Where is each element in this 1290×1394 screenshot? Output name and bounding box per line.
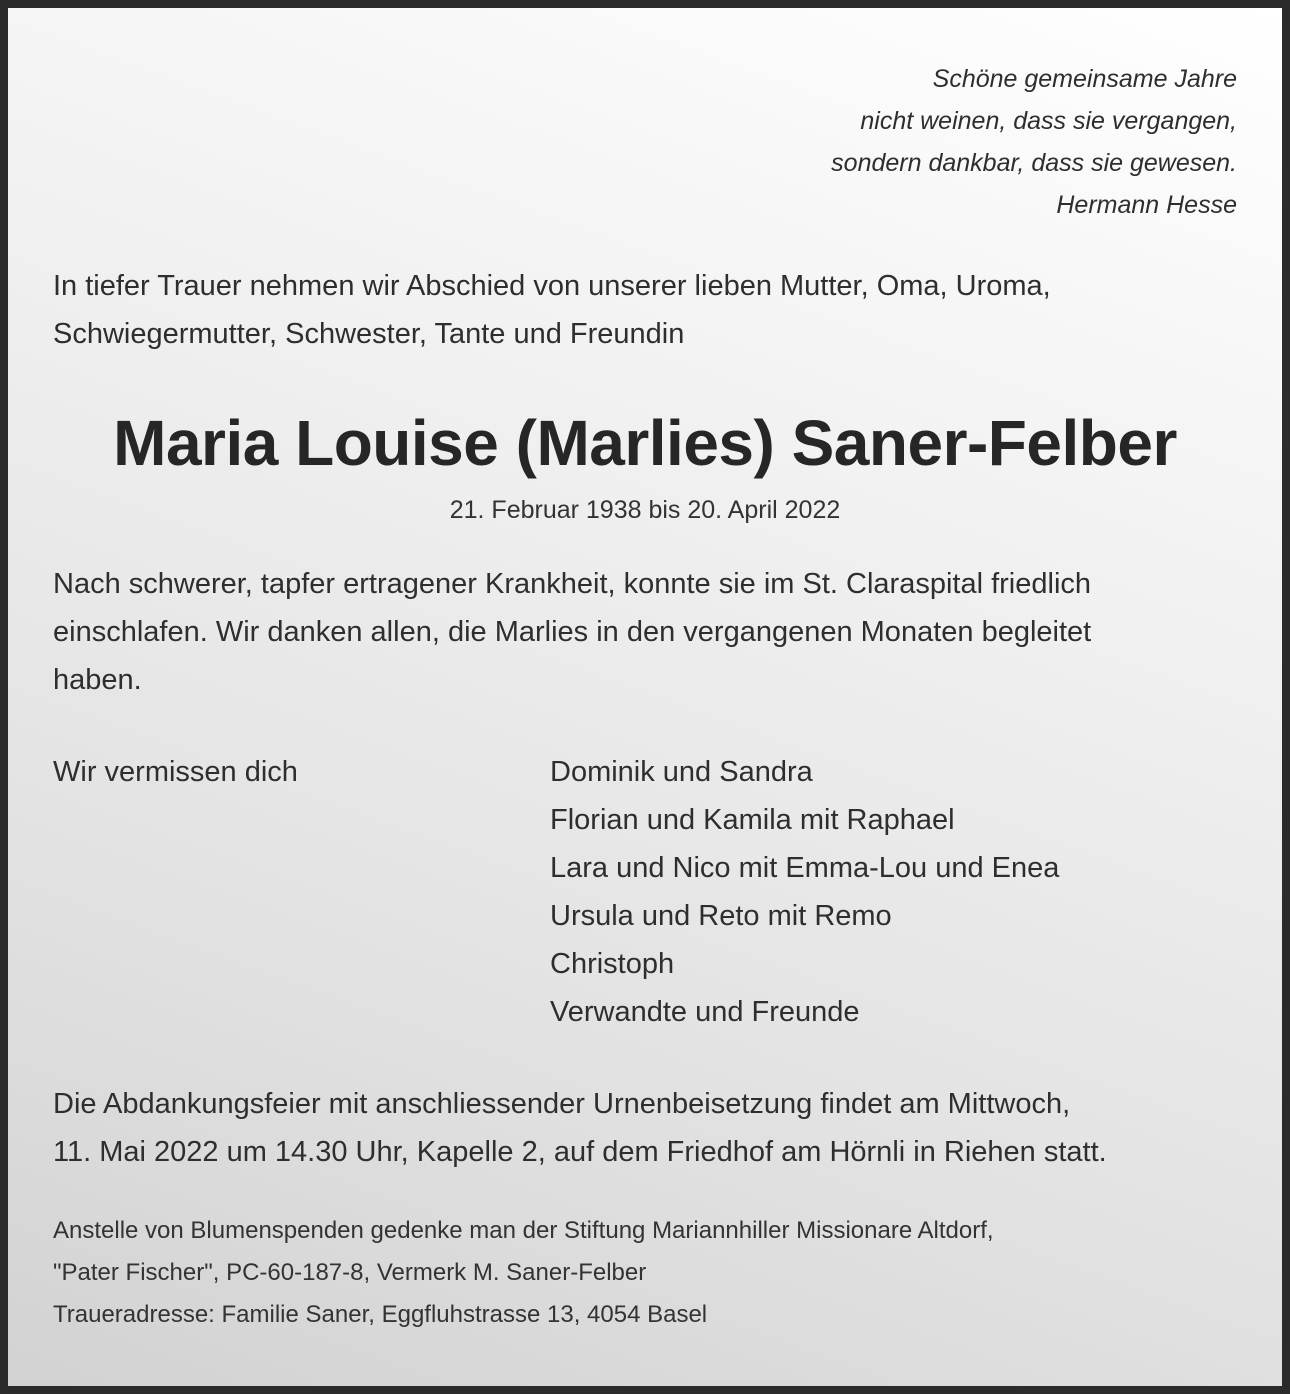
ceremony-line-2: 11. Mai 2022 um 14.30 Uhr, Kapelle 2, auf dem Friedhof am Hörnli in Riehen statt. xyxy=(53,1136,1107,1168)
mourner-name: Ursula und Reto mit Remo xyxy=(550,900,892,932)
life-dates: 21. Februar 1938 bis 20. April 2022 xyxy=(449,496,841,524)
donation-line-2: "Pater Fischer", PC-60-187-8, Vermerk M. Saner-Felber xyxy=(53,1259,647,1286)
quote-line-3: sondern dankbar, dass sie gewesen. xyxy=(831,149,1237,177)
mourners-heading: Wir vermissen dich xyxy=(53,756,298,788)
intro-text xyxy=(53,262,1223,358)
mourners-list xyxy=(550,748,1059,1036)
quote-line-2: nicht weinen, dass sie vergangen, xyxy=(860,107,1237,135)
message-paragraph xyxy=(53,560,1203,704)
mourner-name: Florian und Kamila mit Raphael xyxy=(550,804,955,836)
mourner-name: Christoph xyxy=(550,948,675,980)
ceremony-info xyxy=(53,1080,1233,1176)
message-line-2: einschlafen. Wir danken allen, die Marlies in den vergangenen Monaten begleitet xyxy=(53,616,1092,648)
donation-line-1: Anstelle von Blumenspenden gedenke man der Stiftung Mariannhiller Missionare Altdorf, xyxy=(53,1217,994,1244)
mourning-address: Traueradresse: Familie Saner, Eggfluhstrasse 13, 4054 Basel xyxy=(53,1301,708,1328)
footer-notes xyxy=(53,1210,1233,1336)
deceased-name: Maria Louise (Marlies) Saner-Felber xyxy=(113,407,1177,479)
message-line-3: haben. xyxy=(53,664,142,696)
quote-author: Hermann Hesse xyxy=(1056,191,1237,219)
quote-line-1: Schöne gemeinsame Jahre xyxy=(932,65,1237,93)
intro-line-1: In tiefer Trauer nehmen wir Abschied von unserer lieben Mutter, Oma, Uroma, xyxy=(53,270,1051,302)
obituary-card xyxy=(8,8,1282,1386)
intro-line-2: Schwiegermutter, Schwester, Tante und Freundin xyxy=(53,318,685,350)
mourner-name: Verwandte und Freunde xyxy=(550,996,860,1028)
ceremony-line-1: Die Abdankungsfeier mit anschliessender Urnenbeisetzung findet am Mittwoch, xyxy=(53,1088,1071,1120)
mourner-name: Lara und Nico mit Emma-Lou und Enea xyxy=(550,852,1060,884)
quote-block xyxy=(831,58,1237,226)
mourner-name: Dominik und Sandra xyxy=(550,756,813,788)
message-line-1: Nach schwerer, tapfer ertragener Krankheit, konnte sie im St. Claraspital friedlich xyxy=(53,568,1092,600)
